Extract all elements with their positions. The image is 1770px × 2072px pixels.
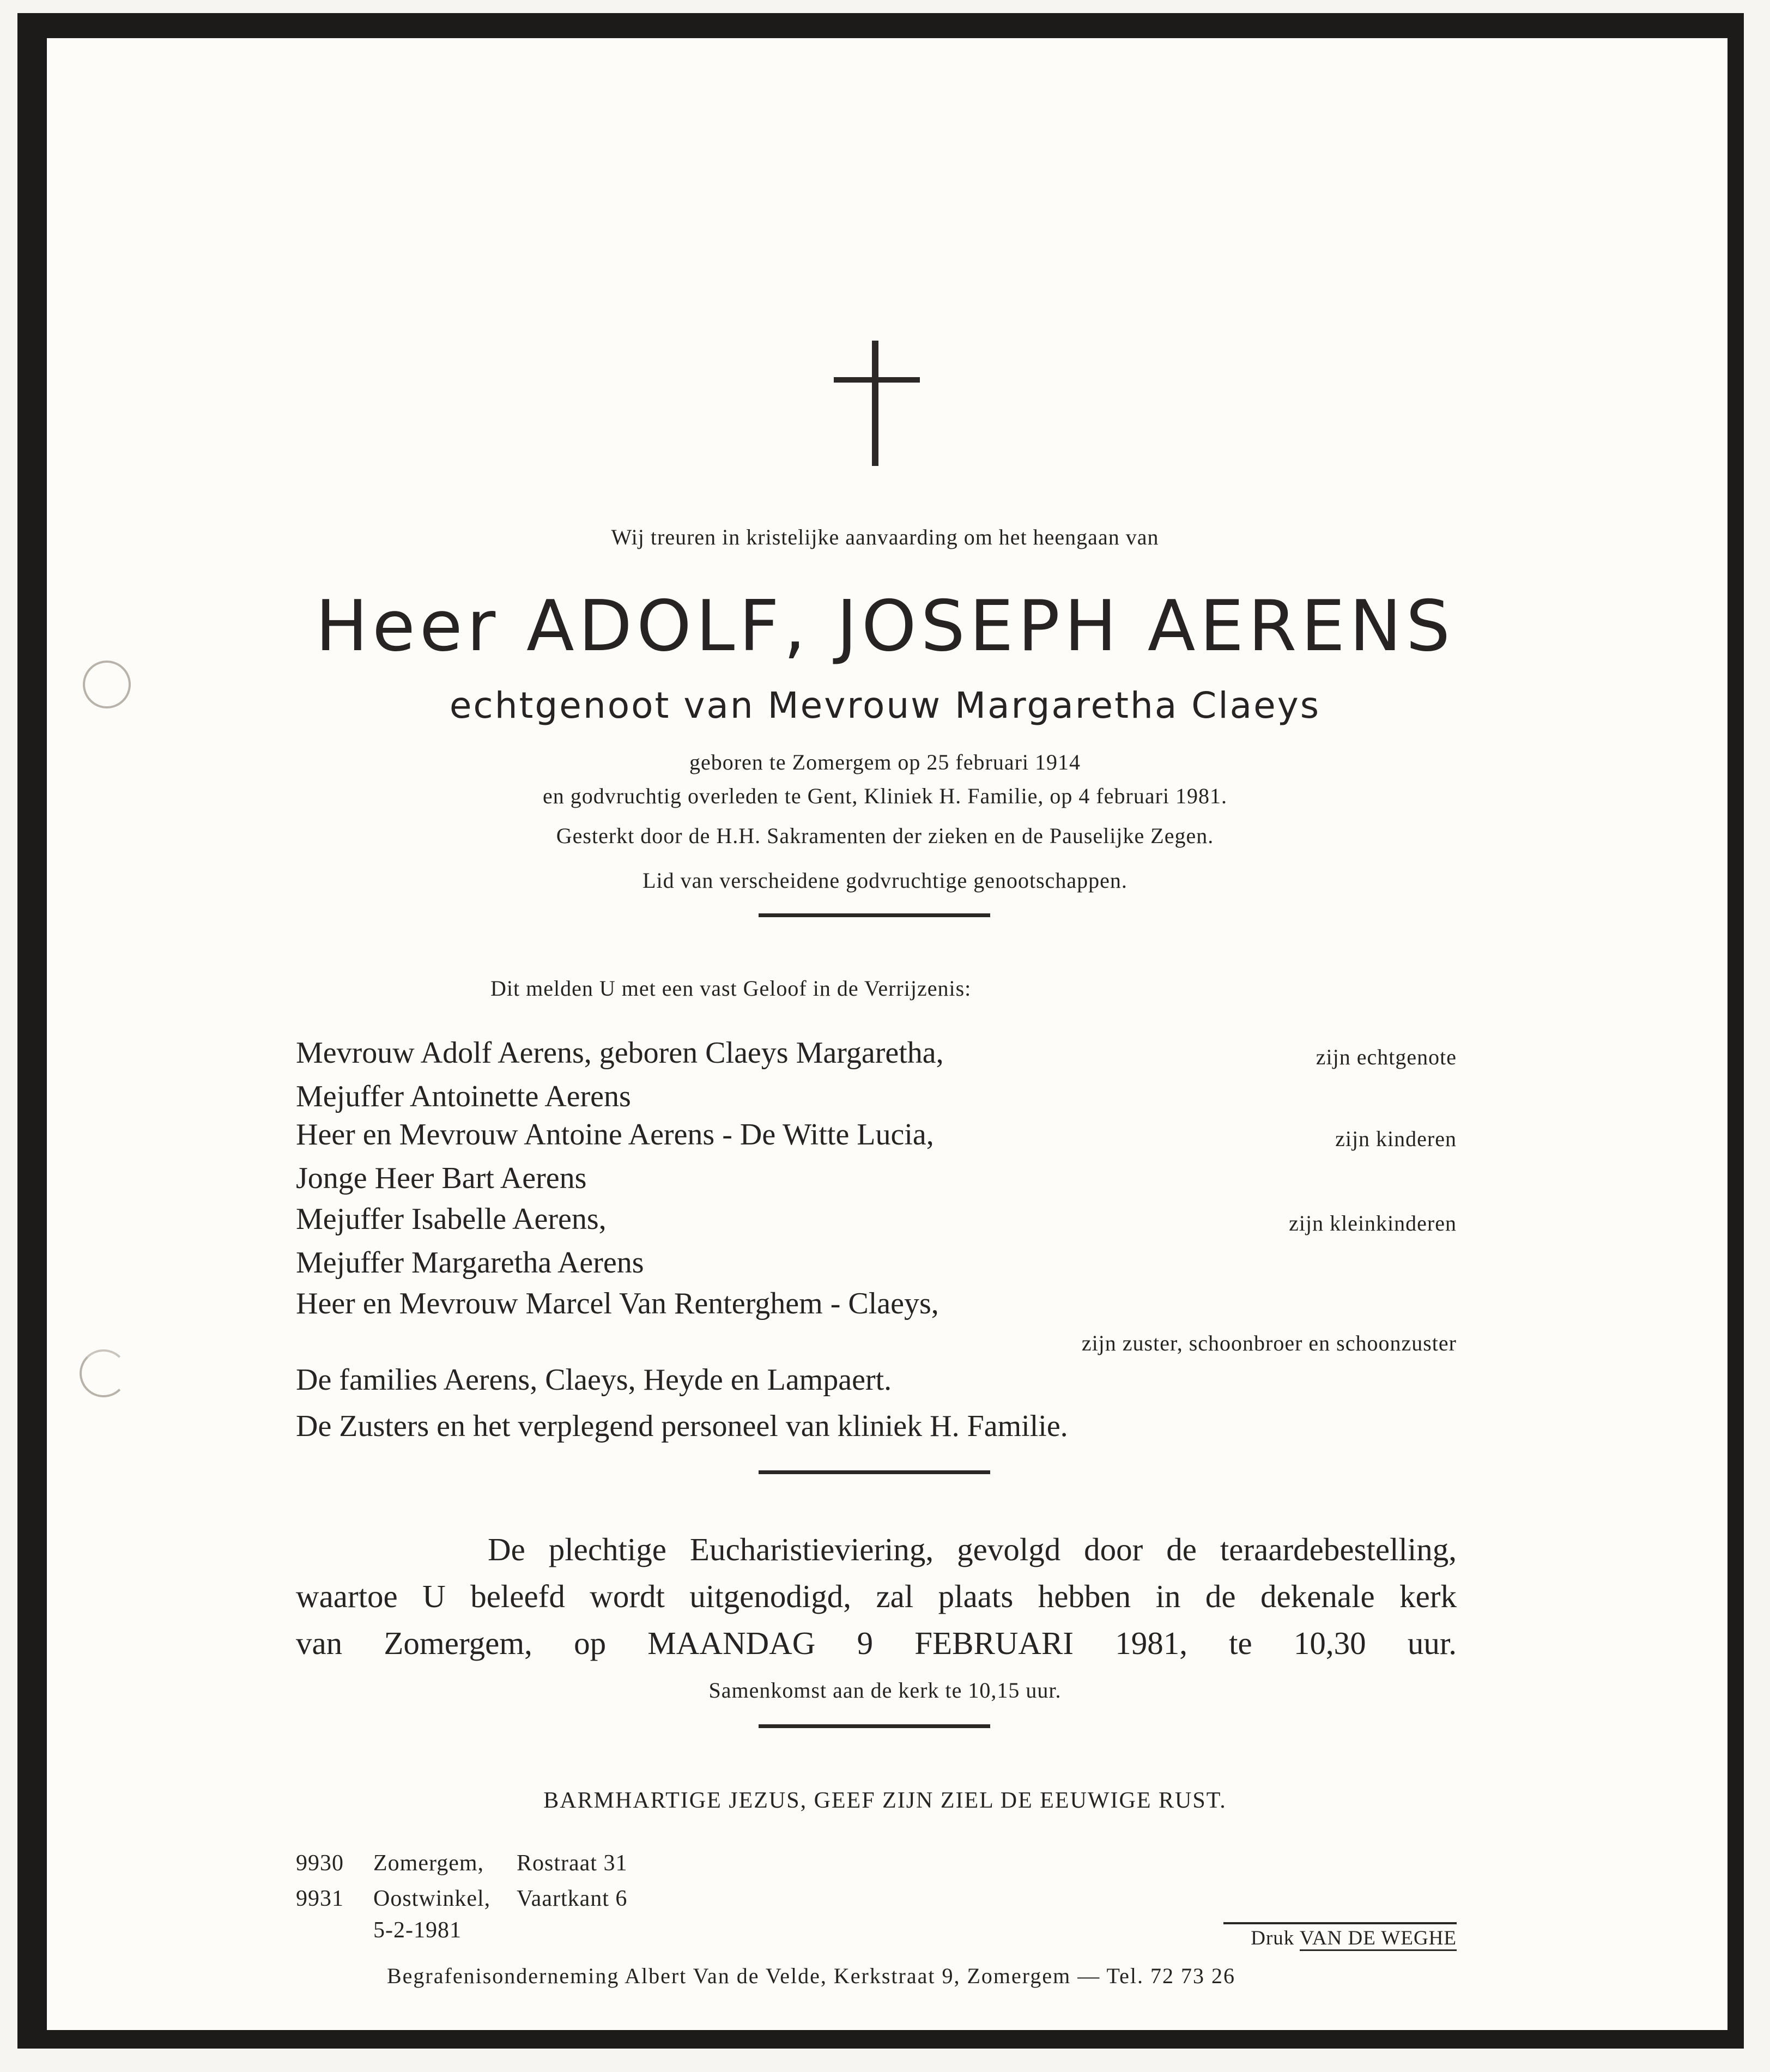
mourner-row (296, 1362, 1457, 1406)
mourner-row (296, 1202, 1457, 1245)
address-postcode: 9930 (296, 1851, 344, 1876)
mourner-relation: zijn kleinkinderen (1289, 1211, 1457, 1235)
ceremony-line: waartoe U beleefd wordt uitgenodigd, zal plaats hebben in de dekenale kerk (296, 1578, 1457, 1614)
printer-prefix: Druk (1251, 1927, 1295, 1949)
punch-hole-bottom (80, 1349, 128, 1397)
mourner-row (296, 1161, 1457, 1204)
deceased-name: Heer ADOLF, JOSEPH AERENS (315, 586, 1455, 667)
mourning-card (47, 38, 1727, 2030)
ceremony-line: van Zomergem, op MAANDAG 9 FEBRUARI 1981, te 10,30 uur. (296, 1625, 1457, 1661)
ceremony-paragraph (296, 1526, 1457, 1667)
mourner-relation: zijn zuster, schoonbroer en schoonzuster (1081, 1331, 1457, 1355)
divider (759, 1724, 990, 1728)
divider (759, 913, 990, 917)
death-line: en godvruchtig overleden te Gent, Kliniek H. Familie, op 4 februari 1981. (542, 784, 1228, 808)
announce-intro: Dit melden U met een vast Geloof in de Verrijzenis: (490, 976, 972, 1001)
mourner-row (296, 1322, 1457, 1365)
cross-icon-bar (834, 377, 920, 383)
mourner-row (296, 1035, 1457, 1079)
sacraments-line: Gesterkt door de H.H. Sakramenten der zieken en de Pauselijke Zegen. (556, 823, 1214, 848)
ceremony-line: De plechtige Eucharistieviering, gevolgd door de teraardebestelling, (488, 1531, 1457, 1567)
mourner-row (296, 1245, 1457, 1289)
address-place: Oostwinkel, (373, 1886, 491, 1911)
birth-line: geboren te Zomergem op 25 februari 1914 (689, 750, 1081, 774)
divider (759, 1470, 990, 1474)
spouse-line: echtgenoot van Mevrouw Margaretha Claeys (449, 684, 1321, 726)
mourner-row (296, 1079, 1457, 1123)
mourner-name: Mevrouw Adolf Aerens, geboren Claeys Margaretha, (296, 1036, 944, 1070)
mourner-name: Mejuffer Margaretha Aerens (296, 1246, 644, 1280)
card-date: 5-2-1981 (373, 1918, 462, 1943)
mourner-name: Heer en Mevrouw Antoine Aerens - De Witte Lucia, (296, 1118, 934, 1152)
cross-icon (872, 341, 878, 466)
mourner-name: De Zusters en het verplegend personeel van kliniek H. Familie. (296, 1409, 1068, 1443)
mourner-name: Mejuffer Isabelle Aerens, (296, 1202, 607, 1236)
address-place: Zomergem, (373, 1851, 484, 1876)
address-street: Vaartkant 6 (517, 1886, 628, 1911)
membership-line: Lid van verscheidene godvruchtige genootschappen. (642, 868, 1128, 893)
mourner-name: Heer en Mevrouw Marcel Van Renterghem - Claeys, (296, 1287, 939, 1320)
undertaker-line: Begrafenisonderneming Albert Van de Velde, Kerkstraat 9, Zomergem — Tel. 72 73 26 (387, 1964, 1236, 1988)
intro-text: Wij treuren in kristelijke aanvaarding om het heengaan van (611, 525, 1159, 549)
address-street: Rostraat 31 (517, 1851, 628, 1876)
mourner-row (296, 1409, 1457, 1452)
printer-name: VAN DE WEGHE (1300, 1927, 1457, 1951)
mourner-row (296, 1117, 1457, 1161)
gathering-line: Samenkomst aan de kerk te 10,15 uur. (708, 1678, 1062, 1703)
mourner-name: De families Aerens, Claeys, Heyde en Lampaert. (296, 1363, 892, 1397)
mourner-name: Jonge Heer Bart Aerens (296, 1161, 587, 1195)
mourner-relation: zijn echtgenote (1316, 1045, 1457, 1069)
prayer-line: BARMHARTIGE JEZUS, GEEF ZIJN ZIEL DE EEUWIGE RUST. (543, 1788, 1227, 1813)
printer-credit (1223, 1922, 1457, 1950)
mourner-relation: zijn kinderen (1335, 1126, 1457, 1151)
address-postcode: 9931 (296, 1886, 344, 1911)
mourner-name: Mejuffer Antoinette Aerens (296, 1080, 631, 1113)
